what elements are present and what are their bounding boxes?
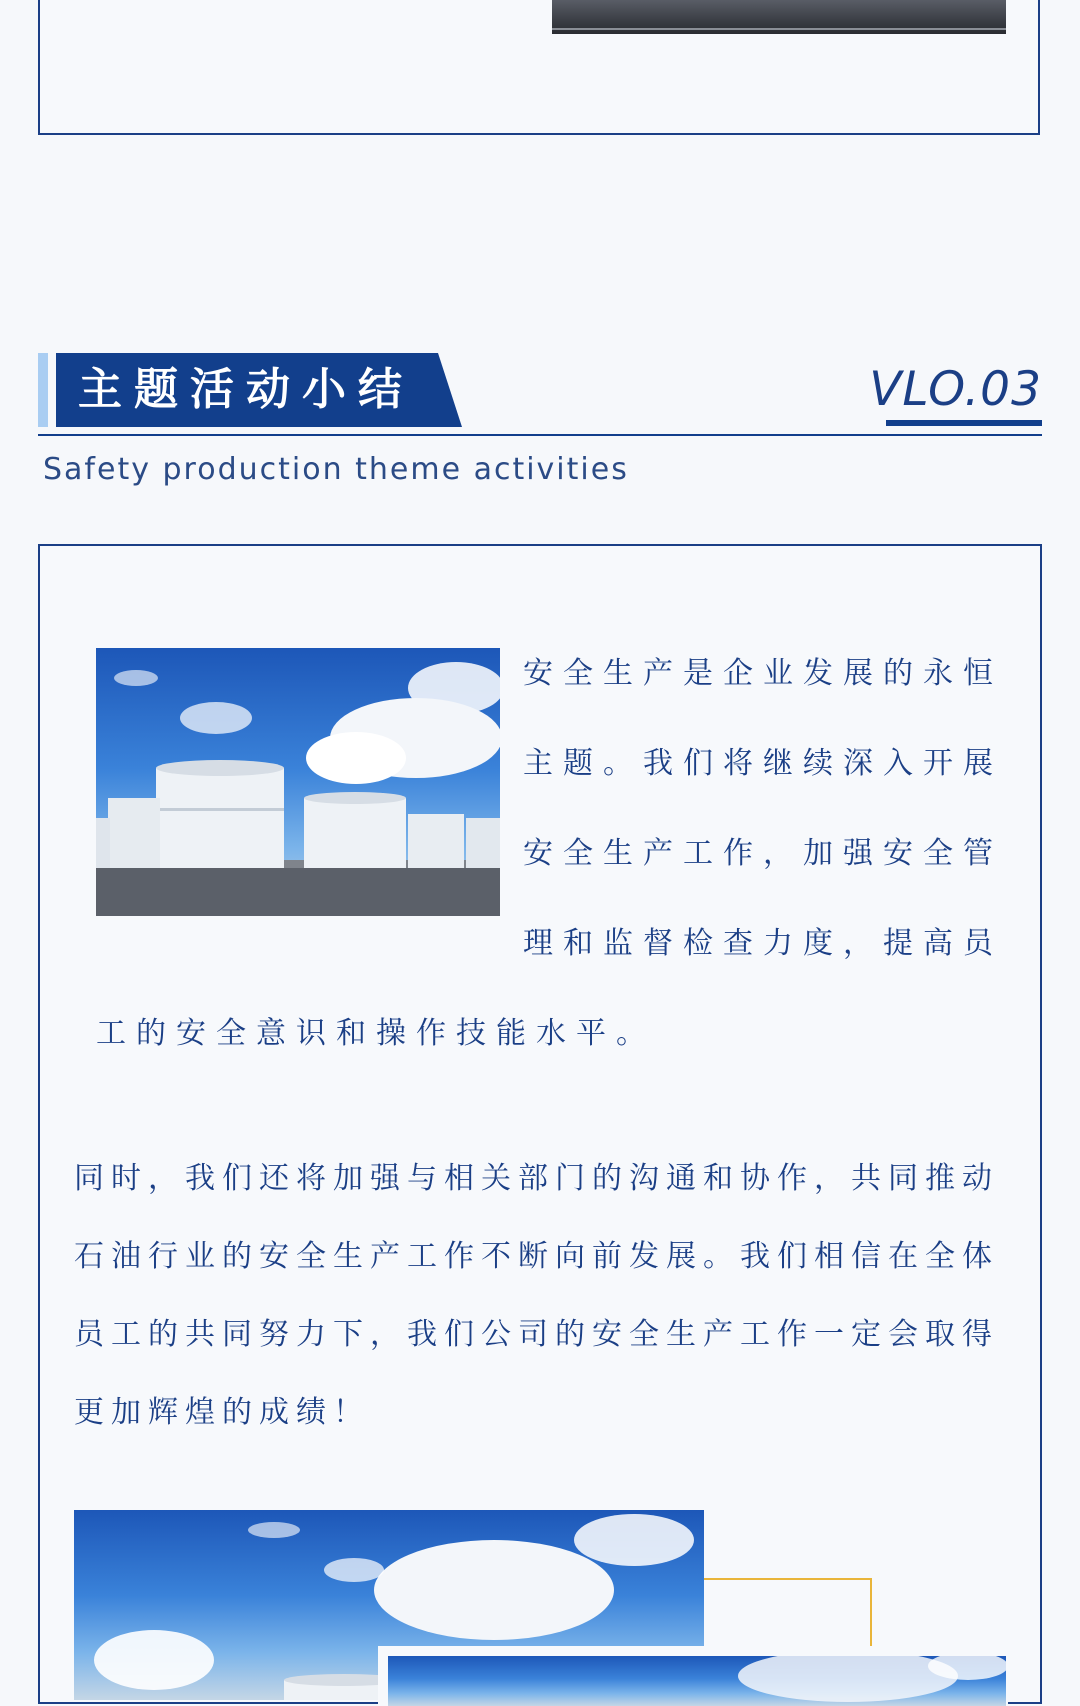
header-accent-bar — [38, 353, 48, 427]
summary-line-1: 安全生产是企业发展的永恒 — [523, 656, 1003, 691]
section-subtitle: Safety production theme activities — [43, 452, 629, 487]
section-number: VLO.03 — [869, 362, 1042, 417]
previous-section-photo — [552, 0, 1006, 34]
summary-p2-line-3: 员工的共同努力下，我们公司的安全生产工作一定会取得 — [74, 1317, 999, 1352]
section-title: 主题活动小结 — [78, 364, 414, 415]
summary-line-5: 工的安全意识和操作技能水平。 — [96, 1016, 656, 1051]
summary-line-2: 主题。我们将继续深入开展 — [523, 746, 1003, 781]
decorative-gold-frame — [704, 1578, 872, 1646]
summary-line-3: 安全生产工作，加强安全管 — [523, 836, 1003, 871]
summary-p2-line-2: 石油行业的安全生产工作不断向前发展。我们相信在全体 — [74, 1239, 999, 1274]
summary-line-4: 理和监督检查力度，提高员 — [523, 926, 1003, 961]
header-divider — [38, 434, 1042, 436]
oil-tank-photo-1 — [96, 648, 500, 916]
section-number-underline — [886, 420, 1042, 426]
summary-paragraph-2 — [74, 1140, 1004, 1452]
summary-p2-line-1: 同时，我们还将加强与相关部门的沟通和协作，共同推动 — [74, 1161, 999, 1196]
summary-p2-line-4: 更加辉煌的成绩！ — [74, 1395, 370, 1430]
oil-tank-photo-3 — [388, 1656, 1006, 1706]
